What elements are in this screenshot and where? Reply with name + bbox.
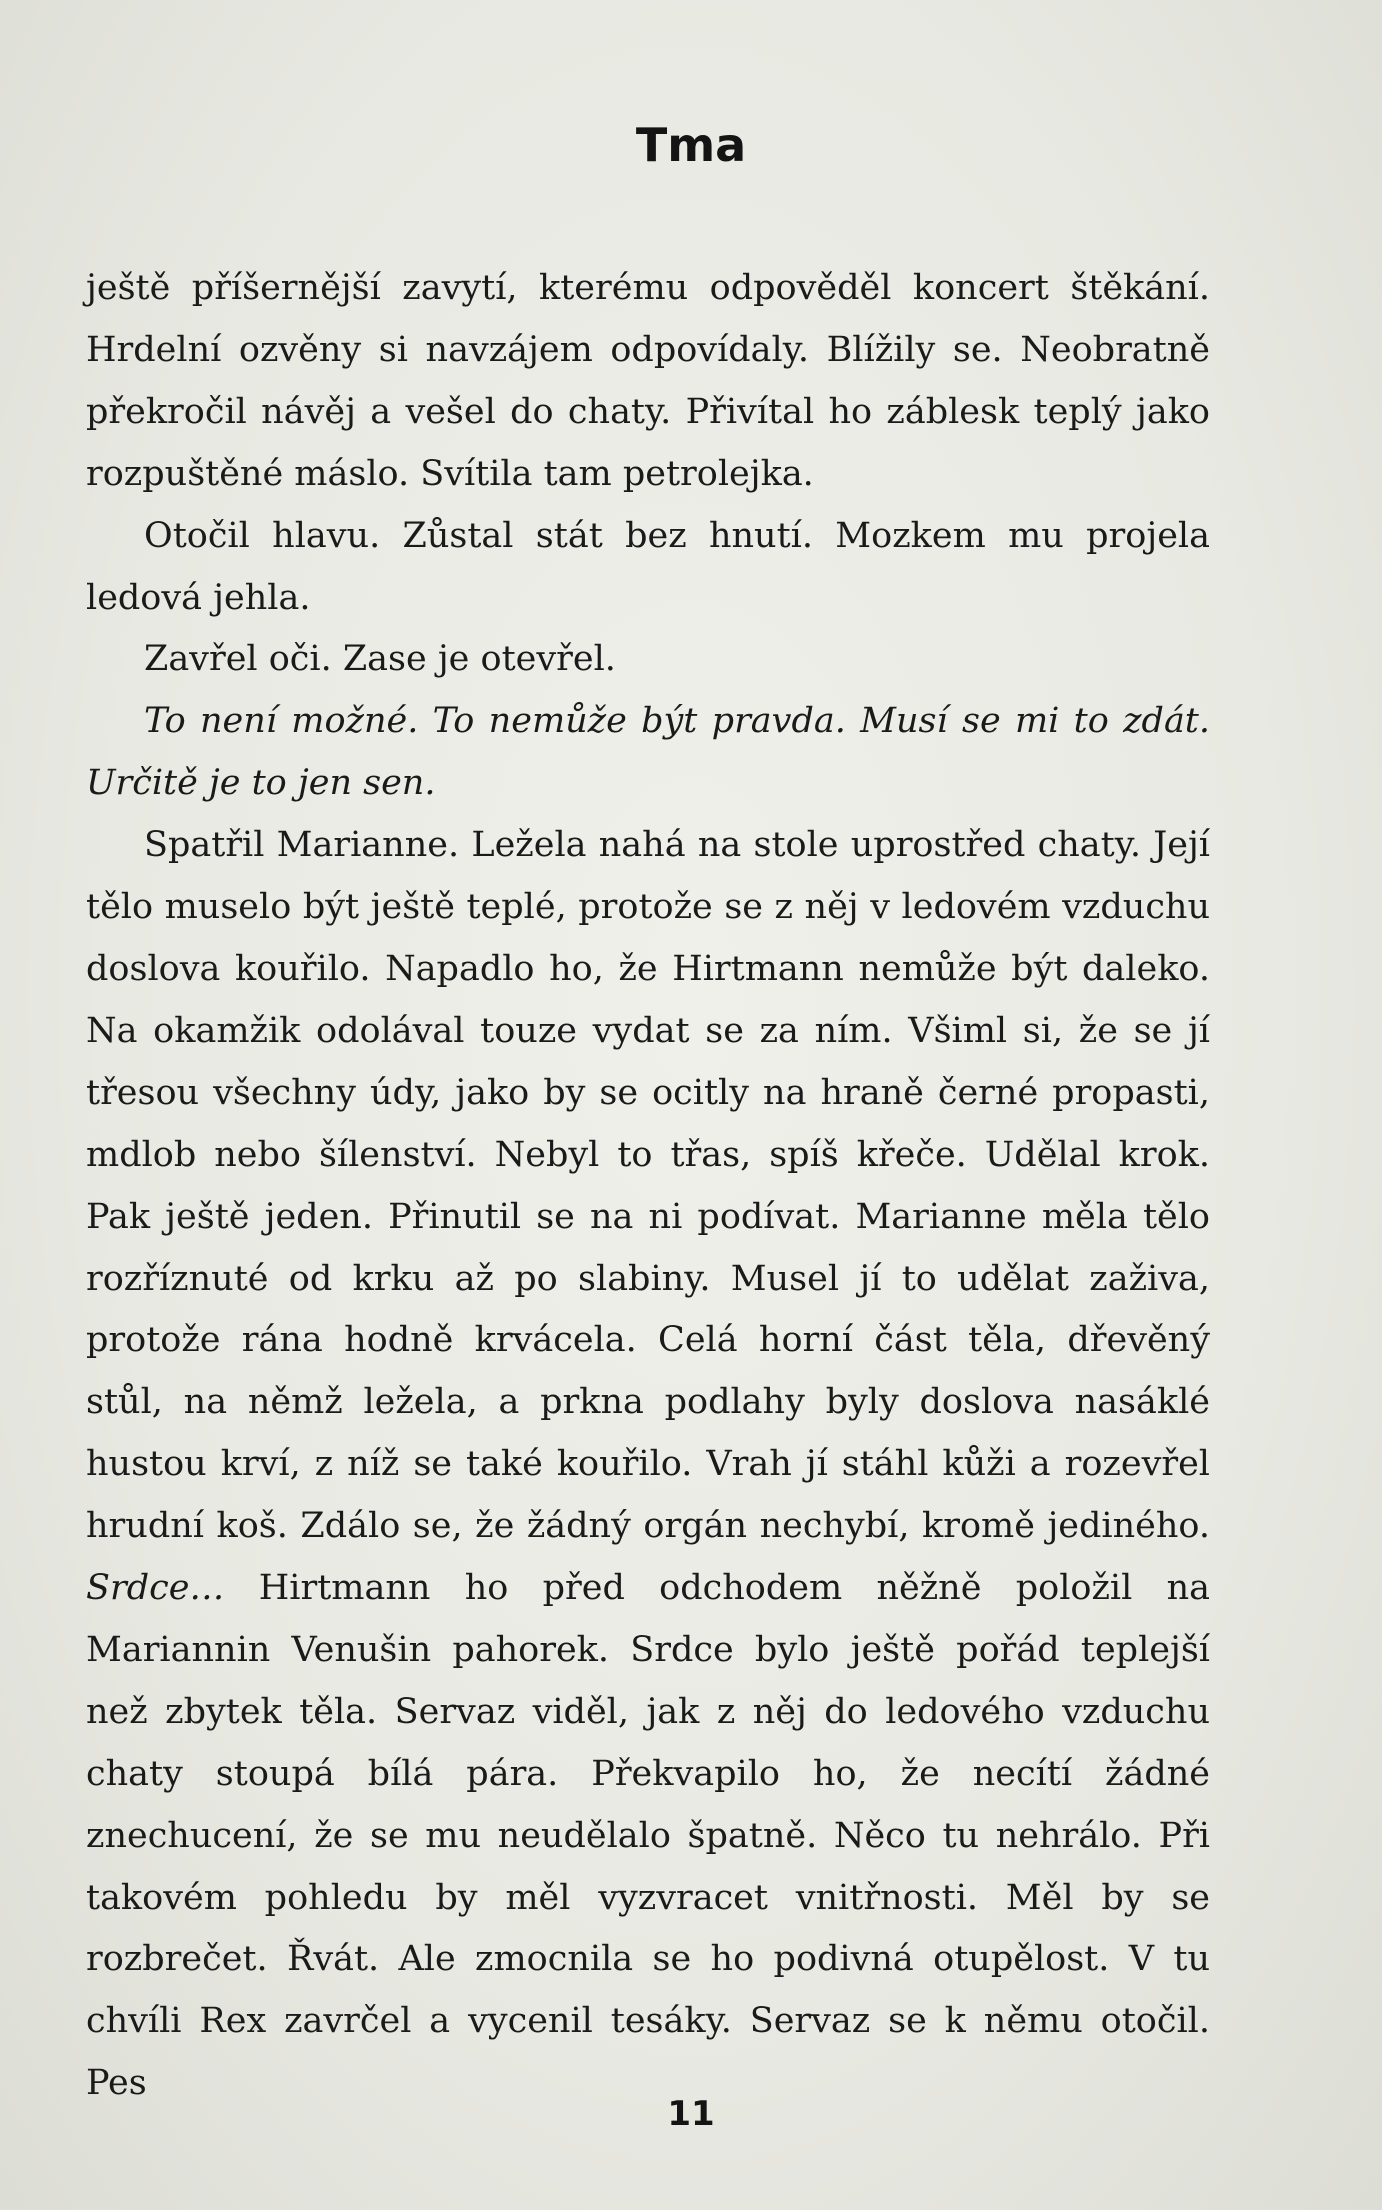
paragraph-5 bbox=[86, 815, 1210, 2115]
paragraph-5-continuation: Hirtmann ho před odchodem něžně položil na Mariannin Venušin pahorek. Srdce bylo ještě pořád teplejší než zbytek těla. Servaz viděl, jak z něj do ledového vzduchu chaty stoupá bílá pára. Překvapilo ho, že necítí žádné znechucení, že se mu neudělalo špatně. Něco tu nehrálo. Při takovém pohledu by měl vyzvracet vnitřnosti. Měl by se rozbrečet. Řvát. Ale zmocnila se ho podivná otupělost. V tu chvíli Rex zavrčel a vycenil tesáky. Servaz se k němu otočil. Pes bbox=[86, 1568, 1210, 2104]
paragraph-1: ještě příšernější zavytí, kterému odpověděl koncert štěkání. Hrdelní ozvěny si navzájem odpovídaly. Blížily se. Neobratně překročil návěj a vešel do chaty. Přivítal ho záblesk teplý jako rozpuštěné máslo. Svítila tam petrolejka. bbox=[86, 268, 1210, 494]
paragraph-3: Zavřel oči. Zase je otevřel. bbox=[144, 639, 616, 680]
running-head-title: Tma bbox=[635, 118, 747, 172]
page-number: 11 bbox=[667, 2094, 715, 2134]
paragraph-5-italic-word: Srdce… bbox=[86, 1568, 225, 1609]
paragraph-2: Otočil hlavu. Zůstal stát bez hnutí. Mozkem mu projela ledová jehla. bbox=[86, 515, 1210, 618]
body-text bbox=[86, 258, 1210, 2115]
paragraph-5-text: Spatřil Marianne. Ležela nahá na stole uprostřed chaty. Její tělo muselo být ještě teplé, protože se z něj v ledovém vzduchu doslova kouřilo. Napadlo ho, že Hirtmann nemůže být daleko. Na okamžik odolával touze vydat se za ním. Všiml si, že se jí třesou všechny údy, jako by se ocitly na hraně černé propasti, mdlob nebo šílenství. Nebyl to třas, spíš křeče. Udělal krok. Pak ještě jeden. Přinutil se na ni podívat. Marianne měla tělo rozříznuté od krku až po slabiny. Musel jí to udělat zaživa, protože rána hodně krvácela. Celá horní část těla, dřevěný stůl, na němž ležela, a prkna podlahy byly doslova nasáklé hustou krví, z níž se také kouřilo. Vrah jí stáhl kůži a rozevřel hrudní koš. Zdálo se, že žádný orgán nechybí, kromě jediného. bbox=[86, 825, 1210, 1547]
paragraph-4-italic: To není možné. To nemůže být pravda. Musí se mi to zdát. Určitě je to jen sen. bbox=[86, 701, 1210, 804]
